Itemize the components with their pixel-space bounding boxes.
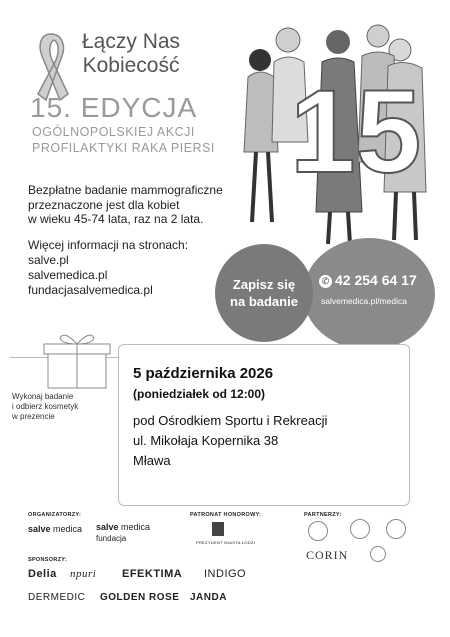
org2-salve: salve [96, 522, 119, 532]
signup-line-1: Zapisz się [232, 277, 296, 292]
salve-medica-fundacja-logo [96, 522, 150, 544]
sponsor-npuri: npuri [70, 568, 97, 580]
phone-text: 42 254 64 17 [335, 272, 417, 288]
subtitle-line-1: OGÓLNOPOLSKIEJ AKCJI [32, 125, 195, 139]
more-info-heading: Więcej informacji na stronach: [28, 238, 189, 252]
contact-bubble [303, 238, 435, 350]
info-line-3: w wieku 45-74 lata, raz na 2 lata. [28, 212, 204, 226]
info-line-2: przeznaczone jest dla kobiet [28, 197, 180, 212]
gift-icon [42, 330, 112, 390]
event-place [133, 411, 327, 471]
city-crest-icon [212, 522, 224, 536]
sponsors-label: SPONSORZY: [28, 557, 67, 563]
partner-logo-2-icon [350, 519, 370, 539]
event-place-line-1: pod Ośrodkiem Sportu i Rekreacji [133, 413, 328, 428]
brand-line-1: Łączy Nas [82, 30, 181, 53]
exam-info [28, 183, 268, 227]
site-link-salve[interactable]: salve.pl [28, 253, 69, 267]
partner-logo-1-icon [308, 521, 328, 541]
patron-label: PATRONAT HONOROWY: [190, 512, 262, 518]
sponsor-janda: JANDA [190, 592, 227, 603]
gift-line-3: w prezencie [12, 412, 55, 421]
phone-icon: ✆ [319, 275, 332, 288]
event-place-line-2: ul. Mikołaja Kopernika 38 [133, 433, 279, 448]
sponsor-efektima: EFEKTIMA [122, 568, 183, 580]
site-link-fundacja[interactable]: fundacjasalvemedica.pl [28, 283, 153, 297]
event-city: Mława [133, 453, 171, 468]
event-time: (poniedziałek od 12:00) [133, 387, 266, 401]
info-line-1: Bezpłatne badanie mammograficzne [28, 183, 223, 197]
event-details-box [118, 344, 410, 506]
contact-site[interactable]: salvemedica.pl/medica [321, 296, 407, 306]
salve-medica-logo [28, 524, 82, 534]
sponsor-indigo: INDIGO [204, 568, 247, 580]
org2-fundacja: fundacja [96, 534, 127, 543]
org2-medica: medica [121, 522, 151, 532]
organizers-label: ORGANIZATORZY: [28, 512, 82, 518]
edition-title: 15. EDYCJA [30, 92, 198, 123]
signup-line-2: na badanie [230, 294, 298, 309]
sponsor-dermedic: DERMEDIC [28, 592, 86, 603]
big-number-15: 15 [290, 66, 422, 198]
site-link-salvemedica[interactable]: salvemedica.pl [28, 268, 108, 282]
subtitle-line-2: PROFILAKTYKI RAKA PIERSI [32, 141, 215, 155]
signup-bubble[interactable] [215, 244, 313, 342]
partner-logo-4-icon [370, 546, 386, 562]
patron-name: PREZYDENT MIASTA ŁODZI [196, 540, 256, 545]
partners-label: PARTNERZY: [304, 512, 342, 518]
gift-text [12, 392, 112, 422]
partner-corin: CORIN [306, 548, 349, 562]
brand-line-2: Kobiecość [82, 54, 180, 77]
gift-line-1: Wykonaj badanie [12, 392, 74, 401]
brand-name [82, 30, 180, 78]
event-date: 5 października 2026 [133, 365, 274, 382]
phone-number[interactable] [319, 272, 417, 288]
gift-line-2: i odbierz kosmetyk [12, 402, 79, 411]
sponsor-golden-rose: GOLDEN ROSE [100, 592, 180, 603]
partner-logo-3-icon [386, 519, 406, 539]
org1-salve: salve [28, 524, 51, 534]
sponsor-delia: Delia [28, 568, 57, 580]
org1-medica: medica [53, 524, 83, 534]
